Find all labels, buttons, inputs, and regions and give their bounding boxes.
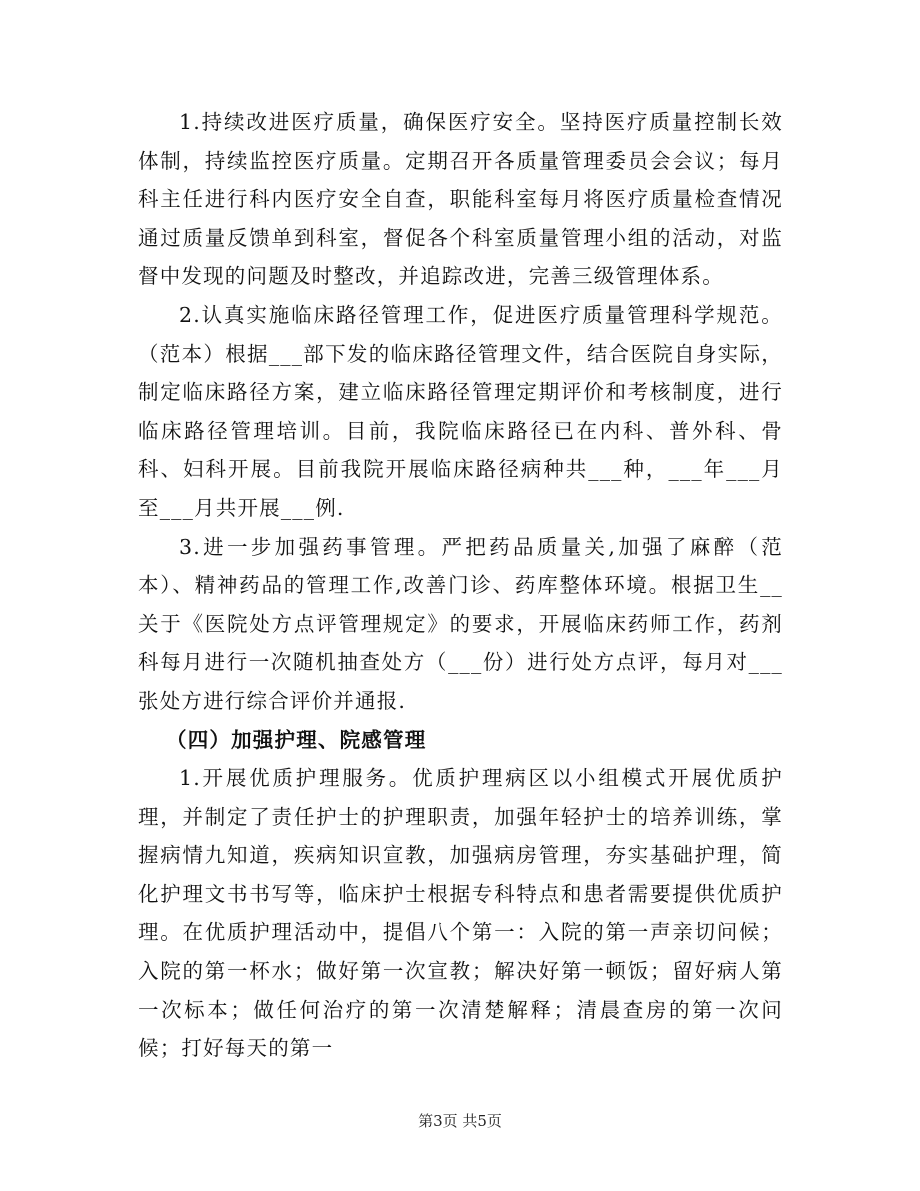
paragraph-clinical-pathway: 2.认真实施临床路径管理工作，促进医疗质量管理科学规范。（范本）根据___部下发的临床路径管理文件，结合医院自身实际，制定临床路径方案，建立临床路径管理定期评价和考核制度，进行临床路径管理培训。目前，我院临床路径已在内科、普外科、骨科、妇科开展。目前我院开展临床路径病种共___种，___年___月至___月共开展___例. [138, 302, 783, 520]
page-number: 第3页 共5页 [418, 1112, 502, 1130]
paragraph-pharmacy-management: 3.进一步加强药事管理。严把药品质量关,加强了麻醉（范本）、精神药品的管理工作,改善门诊、药库整体环境。根据卫生__关于《医院处方点评管理规定》的要求，开展临床药师工作，药剂科每月进行一次随机抽查处方（___份）进行处方点评，每月对___张处方进行综合评价并通报. [138, 534, 783, 713]
paragraph-quality-improvement: 1.持续改进医疗质量，确保医疗安全。坚持医疗质量控制长效体制，持续监控医疗质量。定期召开各质量管理委员会会议；每月科主任进行科内医疗安全自查，职能科室每月将医疗质量检查情况通过质量反馈单到科室，督促各个科室质量管理小组的活动，对监督中发现的问题及时整改，并追踪改进，完善三级管理体系。 [138, 110, 783, 289]
paragraph-nursing-service: 1.开展优质护理服务。优质护理病区以小组模式开展优质护理，并制定了责任护士的护理职责，加强年轻护士的培养训练，掌握病情九知道，疾病知识宣教，加强病房管理，夯实基础护理，简化护理文书书写等，临床护士根据专科特点和患者需要提供优质护理。在优质护理活动中，提倡八个第一：入院的第一声亲切问候；入院的第一杯水；做好第一次宣教；解决好第一顿饭；留好病人第一次标本；做任何治疗的第一次清楚解释；清晨查房的第一次问候；打好每天的第一 [138, 766, 783, 1061]
section-heading: （四）加强护理、院感管理 [166, 727, 427, 752]
document-body [138, 103, 783, 1068]
